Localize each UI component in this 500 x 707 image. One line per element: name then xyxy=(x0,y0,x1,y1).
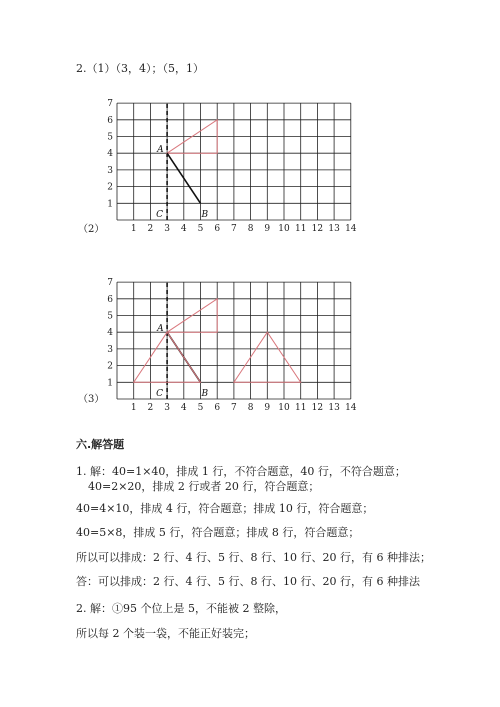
point-label-c: C xyxy=(156,389,163,399)
x-tick-label: 8 xyxy=(247,403,254,413)
figure-2-label: （2） xyxy=(78,224,105,235)
x-tick-label: 12 xyxy=(311,224,324,234)
solution-1-line-1: 1. 解：40=1×40，排成 1 行，不符合题意，40 行，不符合题意； xyxy=(76,465,406,478)
point-label-b: B xyxy=(201,389,209,399)
solution-1-line-5: 所以可以排成：2 行、4 行、5 行、8 行、10 行、20 行，有 6 种排法； xyxy=(76,551,431,564)
x-tick-label: 7 xyxy=(231,403,237,413)
answer-2-header: 2.（1）（3，4）；（5，1） xyxy=(76,62,204,75)
x-tick-label: 6 xyxy=(214,224,221,234)
x-tick-label: 8 xyxy=(247,224,254,234)
x-tick-label: 1 xyxy=(130,403,137,413)
x-tick-label: 3 xyxy=(164,403,170,413)
y-tick-label: 5 xyxy=(107,132,113,143)
x-tick-label: 13 xyxy=(328,224,340,234)
solution-2-line-1: 2. 解：①95 个位上是 5，不能被 2 整除， xyxy=(76,602,286,615)
x-tick-label: 2 xyxy=(147,224,154,234)
x-tick-label: 9 xyxy=(264,403,271,413)
x-tick-label: 9 xyxy=(264,224,271,234)
x-tick-label: 14 xyxy=(345,403,357,413)
y-tick-label: 6 xyxy=(107,294,113,305)
point-label-c: C xyxy=(156,210,163,220)
y-tick-label: 2 xyxy=(107,182,113,193)
y-tick-label: 1 xyxy=(107,378,113,389)
y-tick-label: 2 xyxy=(107,361,113,372)
solution-2-line-2: 所以每 2 个装一袋，不能正好装完； xyxy=(76,627,255,640)
point-label-a: A xyxy=(157,145,164,156)
y-tick-label: 1 xyxy=(107,199,113,210)
figure-3-grid xyxy=(100,277,370,417)
solution-1-line-4: 40=5×8，排成 5 行，符合题意；排成 8 行，符合题意； xyxy=(76,526,360,539)
y-tick-label: 7 xyxy=(107,99,113,110)
x-tick-label: 10 xyxy=(278,224,290,234)
figure-3-label: （3） xyxy=(78,394,105,405)
point-label-b: B xyxy=(201,210,209,220)
x-tick-label: 5 xyxy=(197,403,204,413)
x-tick-label: 12 xyxy=(311,403,324,413)
x-tick-label: 5 xyxy=(197,224,204,234)
x-tick-label: 1 xyxy=(130,224,137,234)
solution-1-line-2: 40=2×20，排成 2 行或者 20 行，符合题意； xyxy=(88,480,320,493)
x-tick-label: 13 xyxy=(328,403,340,413)
x-tick-label: 2 xyxy=(147,403,154,413)
x-tick-label: 6 xyxy=(214,403,221,413)
y-tick-label: 3 xyxy=(107,344,113,355)
x-tick-label: 14 xyxy=(345,224,357,234)
x-tick-label: 11 xyxy=(294,403,307,413)
solution-1-line-3: 40=4×10，排成 4 行，符合题意；排成 10 行，符合题意； xyxy=(76,502,374,515)
x-tick-label: 4 xyxy=(180,403,187,413)
x-tick-label: 7 xyxy=(231,224,237,234)
y-tick-label: 6 xyxy=(107,115,113,126)
figure-2-grid xyxy=(100,98,370,238)
y-tick-label: 4 xyxy=(107,149,113,160)
x-tick-label: 3 xyxy=(164,224,170,234)
y-tick-label: 4 xyxy=(107,328,113,339)
point-label-a: A xyxy=(157,324,164,335)
section-6-title: 六.解答题 xyxy=(76,438,125,451)
solution-1-line-6: 答：可以排成：2 行、4 行、5 行、8 行、10 行、20 行，有 6 种排法 xyxy=(76,575,420,588)
y-tick-label: 3 xyxy=(107,165,113,176)
x-tick-label: 11 xyxy=(294,224,307,234)
y-tick-label: 7 xyxy=(107,278,113,289)
x-tick-label: 10 xyxy=(278,403,290,413)
y-tick-label: 5 xyxy=(107,311,113,322)
x-tick-label: 4 xyxy=(180,224,187,234)
